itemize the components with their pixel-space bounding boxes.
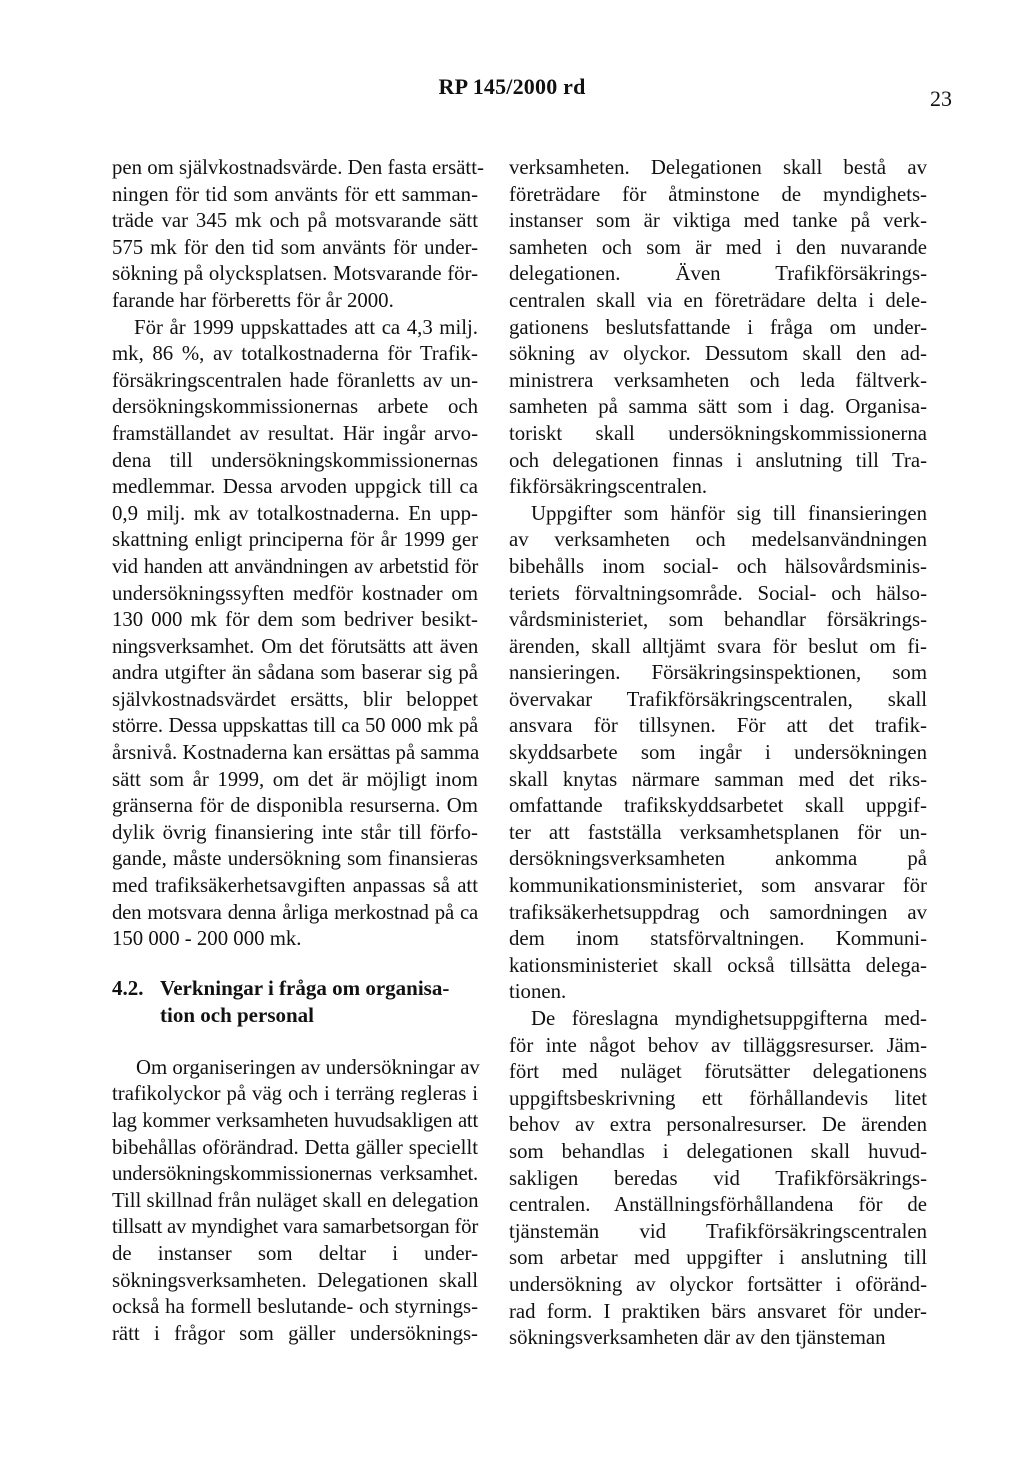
text-line: ansvara för tillsynen. För att det trafik-: [509, 714, 927, 738]
text-line: gationens beslutsfattande i fråga om under-: [509, 315, 927, 339]
text-line: verksamheten. Delegationen skall bestå av: [509, 156, 927, 179]
text-line: dena till undersökningskommissionernas: [112, 448, 478, 472]
text-line: sakligen beredas vid Trafikförsäkrings-: [509, 1166, 927, 1190]
text-line: för inte något behov av tilläggsresurser. Jäm-: [509, 1033, 927, 1057]
right-paragraph-3: [509, 1006, 927, 1352]
text-line: gränserna för de disponibla resurserna. Om: [112, 794, 478, 818]
text-line: andra utgifter än sådana som baserar sig på: [112, 661, 478, 685]
text-line: de instanser som deltar i under-: [112, 1241, 478, 1265]
text-line: ministrera verksamheten och leda fältverk-: [509, 368, 927, 392]
text-line: sökning av olyckor. Dessutom skall den ad-: [509, 342, 927, 366]
text-line: behov av extra personalresurser. De ärenden: [509, 1113, 927, 1137]
text-line: lag kommer verksamheten huvudsakligen att: [112, 1109, 478, 1132]
right-paragraph-2: [509, 501, 927, 1006]
text-line: undersökning av olyckor fortsätter i oföränd-: [509, 1272, 927, 1296]
document-title: RP 145/2000 rd: [438, 74, 586, 99]
text-line: fört med nuläget förutsätter delegationens: [509, 1060, 927, 1084]
right-column: [509, 155, 927, 1352]
text-line: träde var 345 mk och på motsvarande sätt: [112, 209, 478, 233]
text-line: vid handen att användningen av arbetstid för: [112, 554, 478, 578]
text-line: trafikolyckor på väg och i terräng regleras i: [112, 1082, 478, 1106]
text-line: kationsministeriet skall också tillsätta delega-: [509, 953, 927, 977]
text-line: undersökningskommissionernas verksamhet.: [112, 1162, 478, 1186]
text-line: med trafiksäkerhetsavgiften anpassas så att: [112, 874, 478, 898]
text-line: som behandlas i delegationen skall huvud-: [509, 1139, 927, 1163]
text-line: den motsvara denna årliga merkostnad på ca: [112, 900, 478, 924]
section-title-line: Verkningar i fråga om organisa-: [160, 975, 450, 1000]
text-line: rätt i frågor som gäller undersöknings-: [112, 1321, 478, 1345]
text-line: skall knytas närmare samman med det riks-: [509, 767, 927, 791]
text-line: ter att fastställa verksamhetsplanen för un-: [509, 820, 927, 844]
section-heading: [112, 975, 478, 1029]
text-line: dersökningsverksamheten ankomma på: [509, 847, 927, 871]
text-line: också ha formell beslutande- och styrnings-: [112, 1295, 478, 1319]
text-line: undersökningssyften medför kostnader om: [112, 581, 478, 605]
section-number: 4.2.: [112, 975, 144, 1000]
left-paragraph-1: [112, 155, 484, 315]
text-line: toriskt skall undersökningskommissionerna: [509, 421, 927, 445]
text-line: sökning på olycksplatsen. Motsvarande för-: [112, 262, 478, 286]
text-line: skyddsarbete som ingår i undersökningen: [509, 741, 927, 765]
text-line: årsnivå. Kostnaderna kan ersättas på samma: [112, 741, 480, 765]
text-line: delegationen. Även Trafikförsäkrings-: [509, 262, 927, 286]
text-line: bibehålls inom social- och hälsovårdsminis-: [509, 554, 927, 578]
text-line: företrädare för åtminstone de myndighets-: [509, 182, 927, 206]
text-line: rad form. I praktiken bärs ansvaret för under-: [509, 1299, 927, 1323]
text-line: som arbetar med uppgifter i anslutning till: [509, 1246, 927, 1270]
text-line: pen om självkostnadsvärde. Den fasta ersätt-: [112, 156, 484, 179]
text-line: centralen. Anställningsförhållandena för de: [509, 1193, 927, 1217]
text-line: De föreslagna myndighetsuppgifterna med-: [531, 1007, 927, 1030]
text-line: ningen för tid som använts för ett samman-: [112, 182, 478, 206]
text-line: och delegationen finnas i anslutning till Tra-: [509, 448, 927, 472]
text-line: omfattande trafikskyddsarbetet skall uppgif-: [509, 794, 927, 818]
section-title: [160, 975, 481, 1029]
text-line: farande har förberetts för år 2000.: [112, 288, 394, 312]
text-line: gande, måste undersökning som finansieras: [112, 847, 478, 871]
text-line: fikförsäkringscentralen.: [509, 475, 708, 499]
text-line: uppgiftsbeskrivning ett förhållandevis litet: [509, 1086, 927, 1110]
text-line: instanser som är viktiga med tanke på verk-: [509, 209, 927, 233]
text-line: sätt som år 1999, om det är möjligt inom: [112, 767, 478, 791]
text-line: dylik övrig finansiering inte står till förfo-: [112, 820, 478, 844]
left-paragraph-2: [112, 315, 478, 953]
text-line: dem inom statsförvaltningen. Kommuni-: [509, 927, 927, 951]
text-line: Uppgifter som hänför sig till finansieringen: [531, 501, 927, 525]
text-line: tionen.: [509, 980, 567, 1004]
text-line: medlemmar. Dessa arvoden uppgick till ca: [112, 475, 478, 499]
text-line: samheten och som är med i den nuvarande: [509, 235, 927, 259]
text-line: sökningsverksamheten där av den tjänsteman: [509, 1326, 886, 1350]
text-line: nansieringen. Försäkringsinspektionen, som: [509, 661, 927, 685]
text-line: centralen skall via en företrädare delta i dele-: [509, 288, 927, 312]
text-line: 0,9 milj. mk av totalkostnaderna. En upp-: [112, 501, 478, 525]
text-line: framställandet av resultat. Här ingår arvo-: [112, 421, 478, 445]
text-line: 130 000 mk för dem som bedriver besikt-: [112, 608, 478, 632]
text-line: självkostnadsvärdet ersätts, blir beloppet: [112, 687, 478, 711]
text-line: övervakar Trafikförsäkringscentralen, skall: [509, 687, 927, 711]
text-line: dersökningskommissionernas arbete och: [112, 395, 478, 419]
text-line: bibehållas oförändrad. Detta gäller speciellt: [112, 1135, 478, 1159]
text-line: ärenden, skall alltjämt svara för beslut om fi-: [509, 634, 927, 658]
left-paragraph-3: [112, 1055, 478, 1348]
text-line: Till skillnad från nuläget skall en delegation: [112, 1188, 479, 1212]
text-line: tjänstemän vid Trafikförsäkringscentralen: [509, 1219, 927, 1243]
text-line: skattning enligt principerna för år 1999 ger: [112, 528, 478, 552]
page-number: 23: [930, 86, 952, 111]
right-paragraph-1: [509, 155, 927, 501]
text-line: samheten på samma sätt som i dag. Organisa-: [509, 395, 927, 419]
text-line: av verksamheten och medelsanvändningen: [509, 528, 927, 552]
text-line: För år 1999 uppskattades att ca 4,3 milj.: [134, 315, 478, 339]
text-line: tillsatt av myndighet vara samarbetsorgan för: [112, 1215, 478, 1239]
text-line: vårdsministeriet, som behandlar försäkrings-: [509, 608, 927, 632]
section-title-line: tion och personal: [160, 1002, 315, 1027]
text-line: ningsverksamhet. Om det förutsätts att även: [112, 634, 478, 658]
text-line: försäkringscentralen hade föranletts av un-: [112, 368, 478, 392]
text-line: 575 mk för den tid som använts för under-: [112, 235, 478, 259]
text-line: teriets förvaltningsområde. Social- och hälso-: [509, 581, 927, 605]
text-line: kommunikationsministeriet, som ansvarar för: [509, 874, 927, 898]
text-line: 150 000 - 200 000 mk.: [112, 927, 302, 951]
text-line: mk, 86 %, av totalkostnaderna för Trafik-: [112, 342, 478, 366]
text-line: större. Dessa uppskattas till ca 50 000 mk på: [112, 714, 478, 738]
left-column: [112, 155, 484, 1347]
text-line: trafiksäkerhetsuppdrag och samordningen av: [509, 900, 927, 924]
text-line: Om organiseringen av undersökningar av: [136, 1055, 480, 1079]
text-line: sökningsverksamheten. Delegationen skall: [112, 1268, 478, 1292]
